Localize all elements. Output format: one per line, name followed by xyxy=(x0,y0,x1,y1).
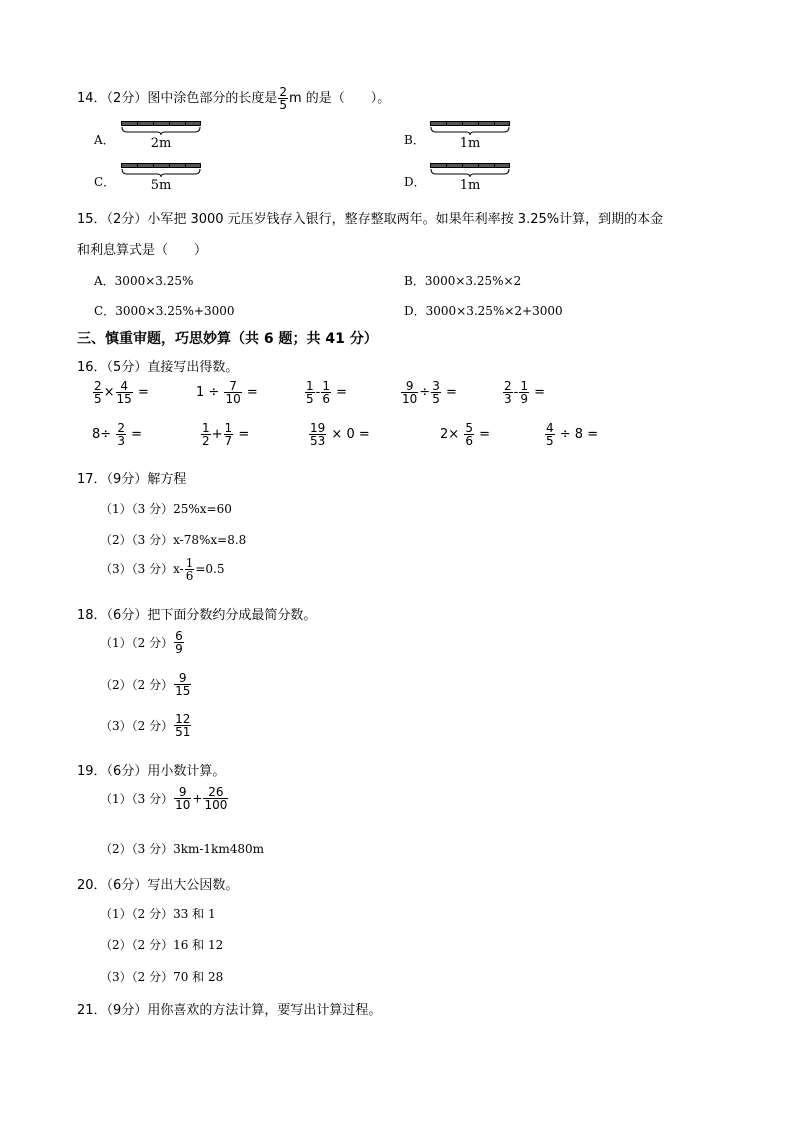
q20-part-3: （3）（2 分）70 和 28 xyxy=(100,970,224,984)
q14-option-b-label: 1m xyxy=(459,136,481,151)
q14-prefix: 14．（2分）图中涂色部分的长度是 xyxy=(77,91,278,106)
q14-stem xyxy=(77,86,390,111)
q15-option-c: C．3000×3.25%+3000 xyxy=(94,304,235,318)
q14-option-d-label: 1m xyxy=(459,178,481,193)
q15-option-d: D．3000×3.25%×2+3000 xyxy=(404,304,563,318)
q18-stem: 18．（6分）把下面分数约分成最简分数。 xyxy=(77,608,317,623)
q17-stem: 17．（9分）解方程 xyxy=(77,472,187,487)
brace-icon xyxy=(430,126,510,136)
q14-frac-den: 5 xyxy=(279,98,287,112)
q17-part-3: （3）（3 分）x- $\frac{1}{6}$ =0.5 xyxy=(100,556,225,583)
q16-expression-5: $\frac{2}{3}$ - $\frac{1}{9}$ = xyxy=(504,379,546,406)
q14-option-c-label: 5m xyxy=(150,178,172,193)
q17-part-1: （1）（3 分）25%x=60 xyxy=(100,502,232,516)
q19-part-2: （2）（3 分）3km-1km480m xyxy=(100,842,265,856)
q14-suffix: m 的是（ ）。 xyxy=(288,91,391,106)
q18-part-3: （3）（2 分） $\frac{12}{51}$ xyxy=(100,712,191,739)
brace-icon xyxy=(121,168,201,178)
q16-expression-2: 1 ÷ $\frac{7}{10}$ = xyxy=(196,379,258,406)
q18-part-2: （2）（2 分） $\frac{9}{15}$ xyxy=(100,671,191,698)
q14-option-d-letter: D． xyxy=(404,175,426,189)
q14-option-d-figure xyxy=(430,163,510,193)
q16-expression-10: $\frac{4}{5}$ ÷ 8 = xyxy=(546,421,599,448)
q15-option-a: A．3000×3.25% xyxy=(94,274,194,288)
q15-stem-line2: 和利息算式是（ ） xyxy=(77,243,208,258)
q14-option-a-label: 2m xyxy=(150,136,172,151)
q16-stem: 16．（5分）直接写出得数。 xyxy=(77,360,239,375)
q14-option-b-letter: B． xyxy=(404,133,425,147)
section-3-heading: 三、慎重审题，巧思妙算（共 6 题；共 41 分） xyxy=(77,331,378,347)
q14-option-b-figure xyxy=(430,121,510,151)
q16-expression-4: $\frac{9}{10}$ ÷ $\frac{3}{5}$ = xyxy=(402,379,457,406)
q19-stem: 19．（6分）用小数计算。 xyxy=(77,764,226,779)
q15-option-b: B．3000×3.25%×2 xyxy=(404,274,522,288)
q16-expression-1: $\frac{2}{5}$ × $\frac{4}{15}$ = xyxy=(94,379,149,406)
q16-expression-3: $\frac{1}{5}$ - $\frac{1}{6}$ = xyxy=(306,379,348,406)
q20-part-1: （1）（2 分）33 和 1 xyxy=(100,907,216,921)
q14-option-a-figure xyxy=(121,121,201,151)
q21-stem: 21．（9分）用你喜欢的方法计算，要写出计算过程。 xyxy=(77,1003,382,1018)
q19-part-1: （1）（3 分） $\frac{9}{10}$ + $\frac{26}{100}$ xyxy=(100,785,228,812)
q18-part-1: （1）（2 分） $\frac{6}{9}$ xyxy=(100,629,183,656)
q14-frac-num: 2 xyxy=(279,85,287,99)
q14-option-c-figure xyxy=(121,163,201,193)
q15-stem-line1: 15．（2分）小军把 3000 元压岁钱存入银行，整存整取两年。如果年利率按 3.25%计算，到期的本金 xyxy=(77,212,664,227)
q14-option-a-letter: A． xyxy=(94,133,115,147)
q14-option-c-letter: C． xyxy=(94,175,116,189)
brace-icon xyxy=(121,126,201,136)
q20-stem: 20．（6分）写出大公因数。 xyxy=(77,878,239,893)
q16-expression-9: 2× $\frac{5}{6}$ = xyxy=(440,421,490,448)
q20-part-2: （2）（2 分）16 和 12 xyxy=(100,938,224,952)
q16-expression-6: 8÷ $\frac{2}{3}$ = xyxy=(92,421,142,448)
q14-fraction xyxy=(278,86,288,111)
brace-icon xyxy=(430,168,510,178)
q16-expression-8: $\frac{19}{53}$ × 0 = xyxy=(310,421,370,448)
q17-part-2: （2）（3 分）x-78%x=8.8 xyxy=(100,533,247,547)
q16-expression-7: $\frac{1}{2}$ + $\frac{1}{7}$ = xyxy=(202,421,250,448)
